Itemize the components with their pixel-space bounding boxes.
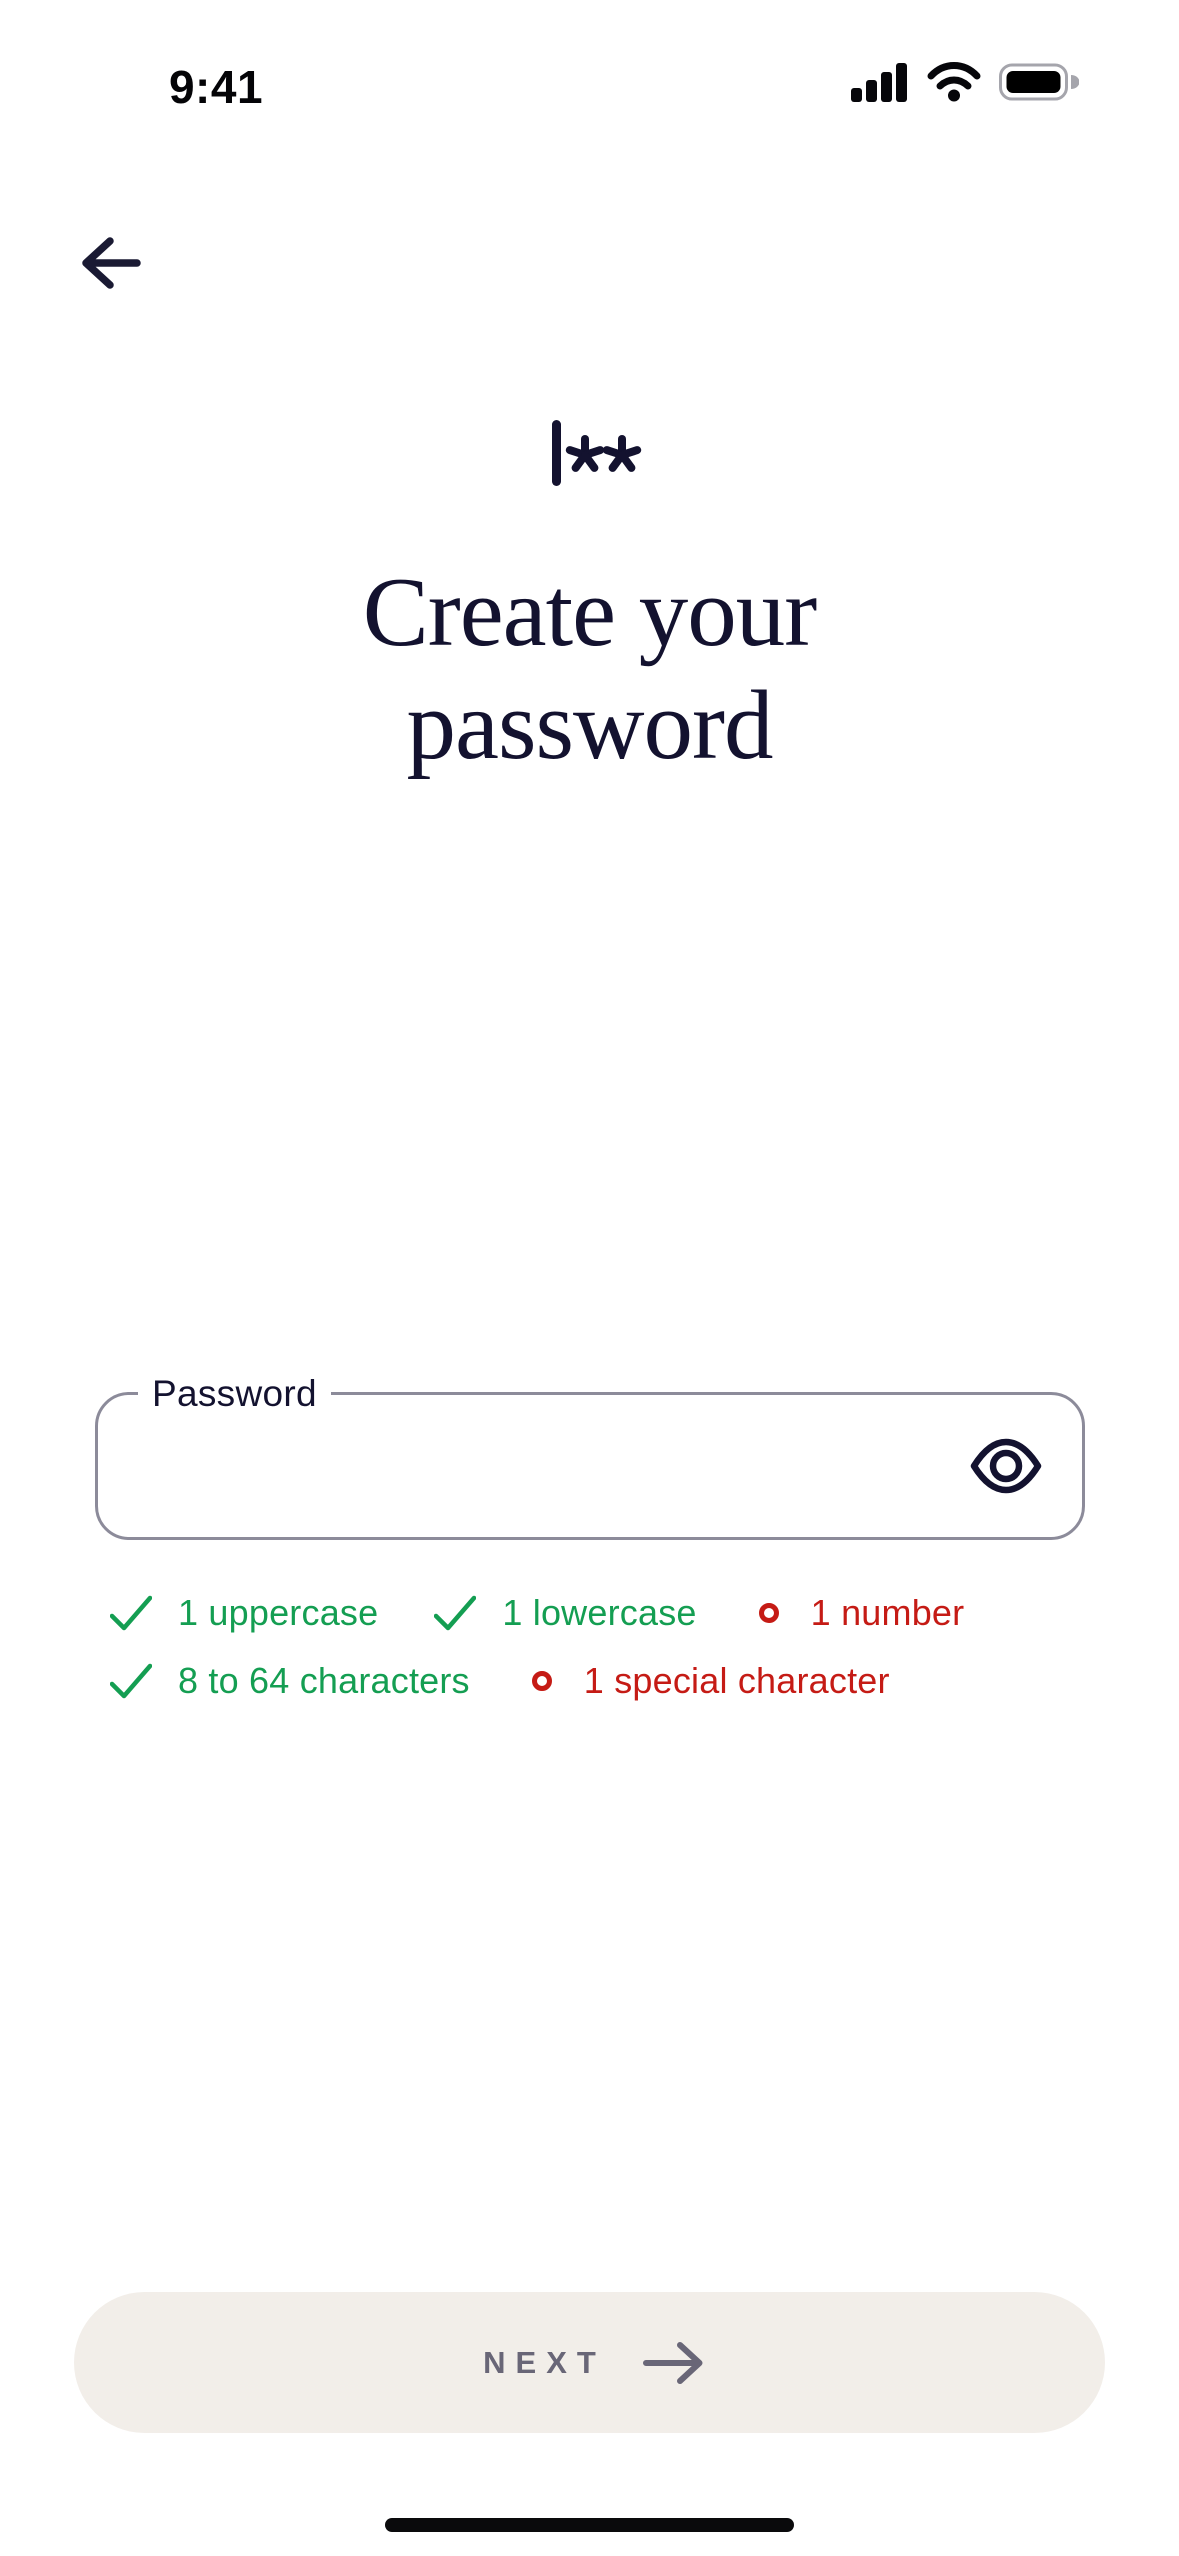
- requirement-label: 1 lowercase: [502, 1592, 697, 1633]
- page-title: [0, 556, 1179, 782]
- requirements-row-2: [110, 1660, 1090, 1702]
- page-title-line2: password: [406, 671, 773, 780]
- requirement-lowercase: [434, 1592, 696, 1634]
- requirement-label: 1 number: [810, 1592, 965, 1633]
- wifi-icon: [927, 62, 981, 102]
- check-icon: [434, 1595, 476, 1631]
- password-requirements: [110, 1592, 1090, 1728]
- password-cursor-icon: [538, 413, 648, 493]
- cellular-signal-icon: [851, 62, 909, 102]
- check-icon: [110, 1595, 152, 1631]
- next-button-label: NEXT: [483, 2344, 606, 2380]
- requirements-row-1: [110, 1592, 1090, 1634]
- requirement-uppercase: [110, 1592, 378, 1634]
- unmet-circle-icon: [759, 1603, 779, 1623]
- requirement-number: [753, 1592, 965, 1634]
- requirement-label: 1 uppercase: [178, 1592, 379, 1633]
- password-field: [95, 1373, 1085, 1540]
- password-field-label: Password: [138, 1373, 331, 1415]
- status-bar-time: 9:41: [168, 61, 264, 113]
- check-icon: [110, 1663, 152, 1699]
- eye-icon: [970, 1437, 1042, 1495]
- home-indicator[interactable]: [385, 2518, 794, 2532]
- page-title-line1: Create your: [362, 558, 817, 667]
- requirement-special-character: [526, 1660, 890, 1702]
- requirement-label: 8 to 64 characters: [178, 1660, 470, 1701]
- back-button[interactable]: [60, 218, 160, 308]
- requirement-length: [110, 1660, 470, 1702]
- requirement-label: 1 special character: [583, 1660, 890, 1701]
- password-input[interactable]: [98, 1395, 1082, 1537]
- next-button[interactable]: [74, 2292, 1105, 2433]
- unmet-circle-icon: [532, 1671, 552, 1691]
- status-bar-icons: [851, 62, 1079, 102]
- arrow-right-icon: [642, 2340, 706, 2386]
- arrow-left-icon: [79, 237, 141, 289]
- toggle-password-visibility-button[interactable]: [958, 1418, 1054, 1514]
- battery-icon: [999, 63, 1079, 101]
